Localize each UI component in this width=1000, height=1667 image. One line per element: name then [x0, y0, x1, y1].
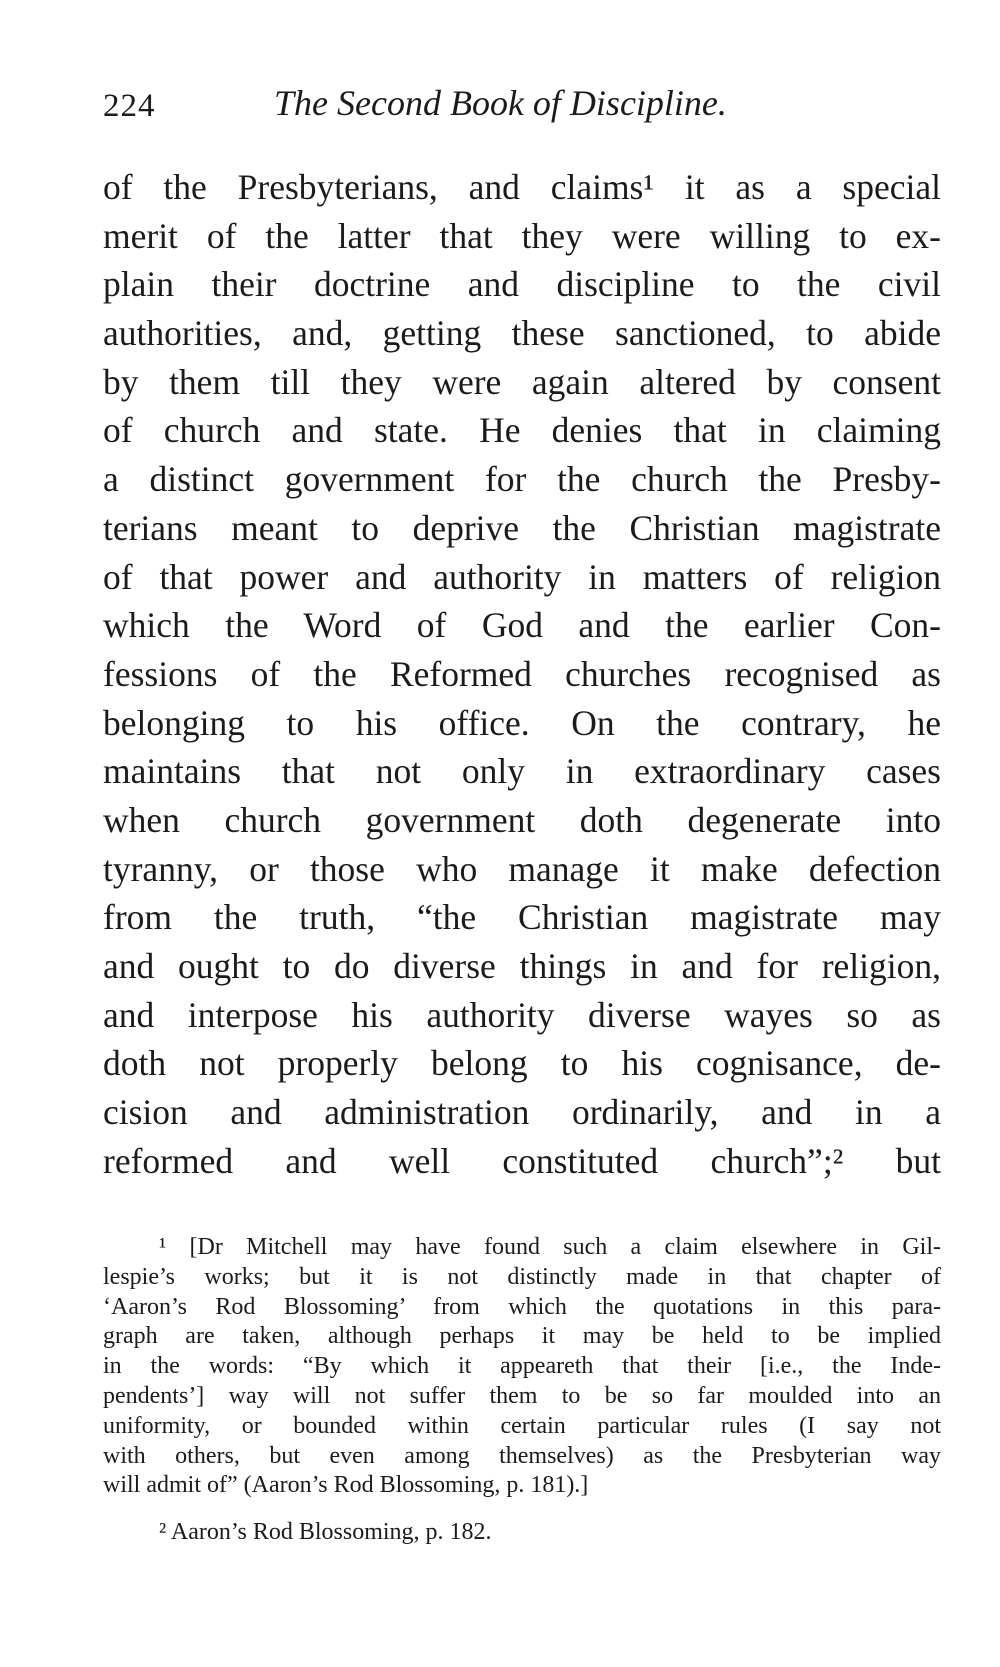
body-line: merit of the latter that they were willing to ex-: [103, 215, 941, 256]
footnote-line: with others, but even among themselves) as the Presbyterian way: [103, 1442, 941, 1469]
footnote-line: lespie’s works; but it is not distinctly made in that chapter of: [103, 1263, 941, 1290]
body-line: which the Word of God and the earlier Con-: [103, 605, 941, 646]
footnote-2: ² Aaron’s Rod Blossoming, p. 182.: [159, 1519, 492, 1545]
footnote-line: ‘Aaron’s Rod Blossoming’ from which the quotations in this para-: [103, 1293, 941, 1320]
footnote-line: in the words: “By which it appeareth that their [i.e., the Inde-: [103, 1353, 941, 1380]
body-line: and interpose his authority diverse wayes so as: [103, 994, 941, 1035]
running-title: The Second Book of Discipline.: [274, 83, 727, 123]
body-line: a distinct government for the church the Presby-: [103, 459, 941, 500]
page-header: [103, 82, 943, 138]
body-line: authorities, and, getting these sanctioned, to abide: [103, 313, 941, 354]
body-line: cision and administration ordinarily, and in a: [103, 1092, 941, 1133]
body-line: and ought to do diverse things in and for religion,: [103, 946, 941, 986]
body-line: belonging to his office. On the contrary, he: [103, 702, 941, 743]
footnote-line: ¹ [Dr Mitchell may have found such a claim elsewhere in Gil-: [159, 1234, 941, 1260]
body-line: from the truth, “the Christian magistrate may: [103, 897, 941, 938]
body-line: plain their doctrine and discipline to the civil: [103, 264, 941, 305]
body-line: terians meant to deprive the Christian magistrate: [103, 507, 941, 548]
body-line: fessions of the Reformed churches recognised as: [103, 653, 941, 694]
footnote-line: will admit of” (Aaron’s Rod Blossoming, p. 181).]: [103, 1472, 589, 1499]
page-number: 224: [103, 88, 156, 124]
body-line: by them till they were again altered by consent: [103, 361, 941, 402]
body-line: tyranny, or those who manage it make defection: [103, 848, 941, 889]
body-line: of the Presbyterians, and claims¹ it as a special: [103, 167, 941, 207]
body-line: when church government doth degenerate into: [103, 799, 941, 840]
footnote-line: pendents’] way will not suffer them to be so far moulded into an: [103, 1382, 941, 1409]
body-line: maintains that not only in extraordinary cases: [103, 751, 941, 792]
body-line: reformed and well constituted church”;² but: [103, 1140, 941, 1181]
footnote-line: uniformity, or bounded within certain particular rules (I say not: [103, 1412, 941, 1439]
body-line: doth not properly belong to his cognisance, de-: [103, 1043, 941, 1084]
footnote-1: [103, 1233, 941, 1501]
body-line: of church and state. He denies that in claiming: [103, 410, 941, 451]
footnote-line: graph are taken, although perhaps it may be held to be implied: [103, 1323, 941, 1350]
body-line: of that power and authority in matters of religion: [103, 556, 941, 597]
body-text: [103, 163, 941, 1185]
